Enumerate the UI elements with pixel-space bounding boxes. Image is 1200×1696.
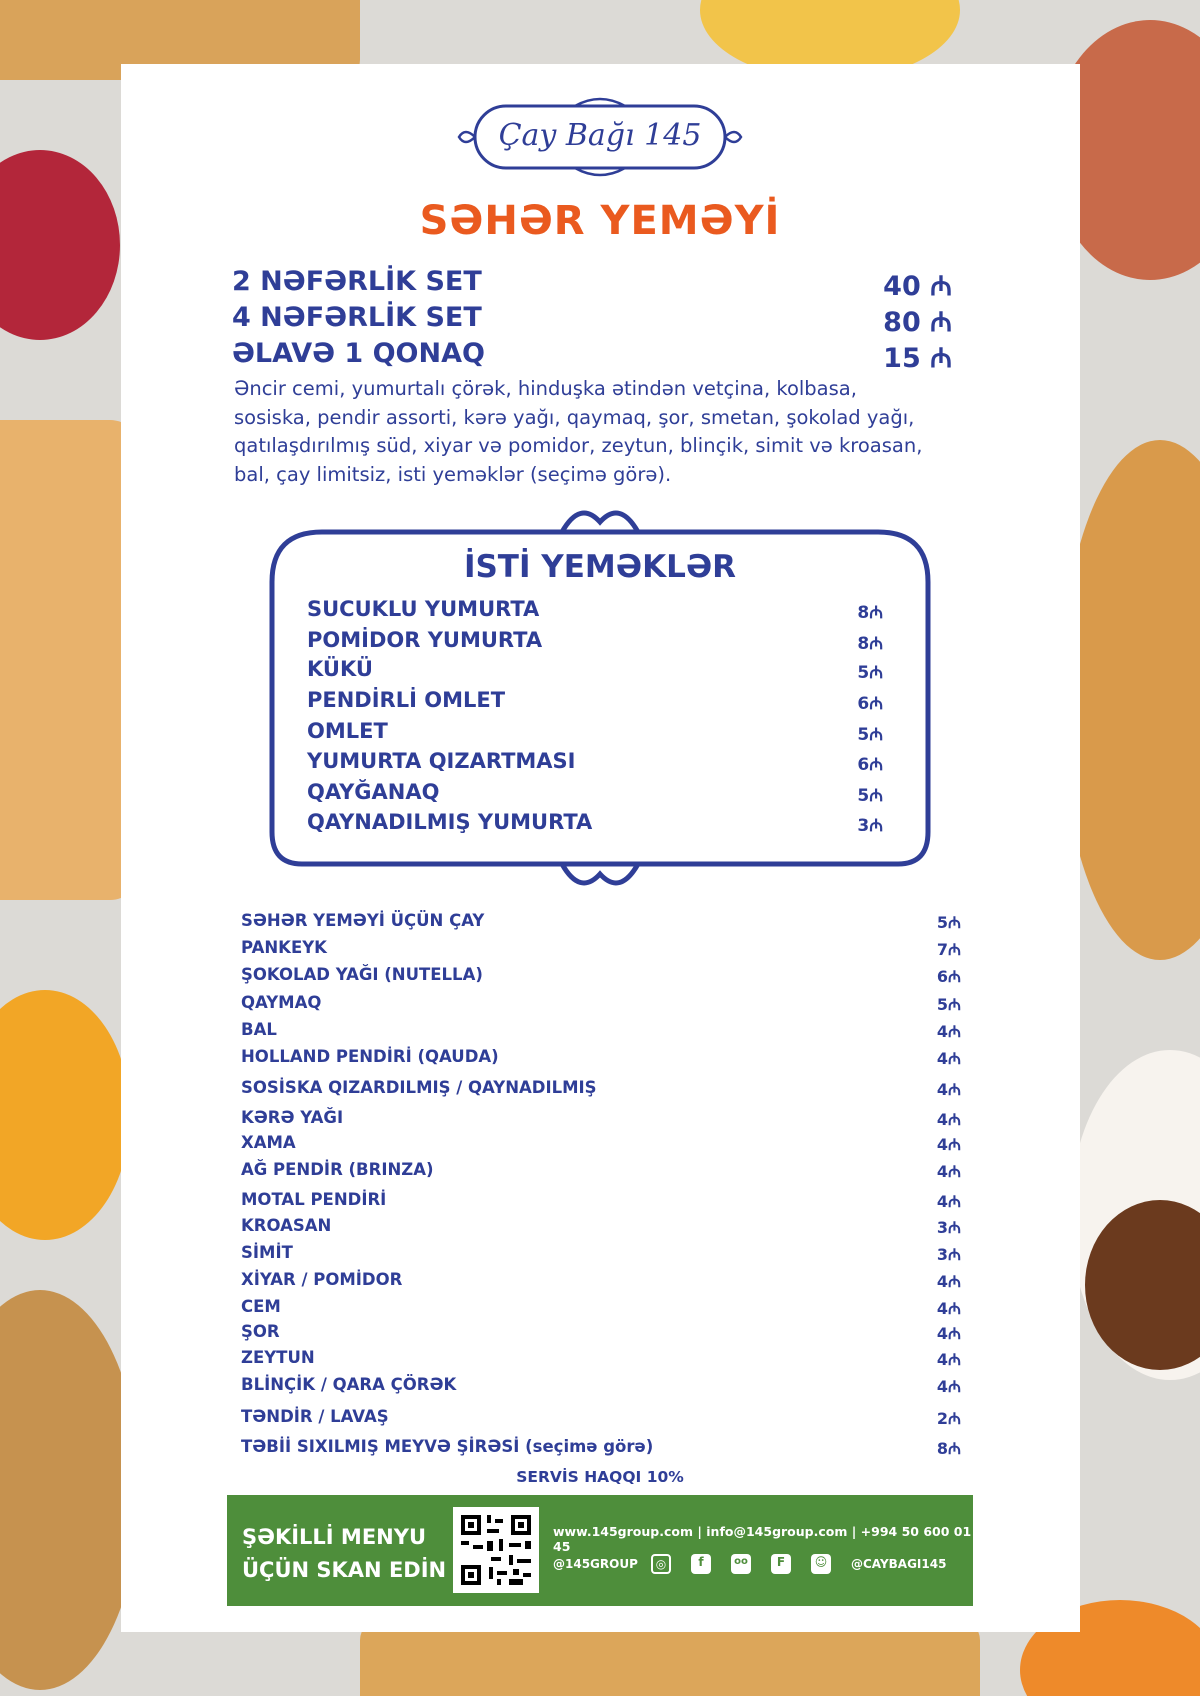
list-item <box>241 1078 961 1102</box>
item-name: TƏNDİR / LAVAŞ <box>241 1407 389 1426</box>
list-item <box>307 688 883 718</box>
qr-code-icon <box>453 1507 539 1593</box>
list-item <box>307 780 883 810</box>
item-price: 8₼ <box>936 1439 961 1458</box>
item-name: SOSİSKA QIZARDILMIŞ / QAYNADILMIŞ <box>241 1078 597 1097</box>
item-name: OMLET <box>307 719 388 743</box>
logo-text: Çay Bağı 145 <box>498 118 702 153</box>
item-price: 8₼ <box>857 603 883 623</box>
item-price: 5₼ <box>857 663 883 683</box>
item-name: ZEYTUN <box>241 1348 315 1367</box>
description-line: sosiska, pendir assorti, kərə yağı, qaymaq, şor, smetan, şokolad yağı, <box>234 405 915 429</box>
item-price: 6₼ <box>936 967 961 986</box>
item-price: 4₼ <box>936 1299 961 1318</box>
snapchat-icon[interactable]: ☺ <box>811 1554 831 1574</box>
item-price: 6₼ <box>857 694 883 714</box>
list-item <box>241 911 961 935</box>
instagram-icon[interactable]: ◎ <box>651 1554 671 1574</box>
foursquare-icon[interactable]: F <box>771 1554 791 1574</box>
item-price: 4₼ <box>936 1377 961 1396</box>
list-item <box>307 628 883 658</box>
item-name: SUCUKLU YUMURTA <box>307 597 540 621</box>
item-name: PENDİRLİ OMLET <box>307 688 506 712</box>
footer-banner <box>227 1495 973 1606</box>
list-item <box>241 993 961 1017</box>
item-name: CEM <box>241 1297 281 1316</box>
list-item <box>241 1020 961 1044</box>
list-item <box>241 1437 961 1461</box>
item-name: ŞOR <box>241 1322 280 1341</box>
list-item <box>241 965 961 989</box>
set-description <box>234 375 994 489</box>
list-item <box>241 1160 961 1184</box>
item-price: 7₼ <box>936 940 961 959</box>
item-price: 4₼ <box>936 1192 961 1211</box>
scan-line: ÜÇÜN SKAN EDİN <box>242 1558 447 1582</box>
item-price: 3₼ <box>936 1218 961 1237</box>
list-item <box>241 1407 961 1431</box>
scan-prompt <box>242 1521 446 1587</box>
description-line: Əncir cemi, yumurtalı çörək, hinduşka ətindən vetçina, kolbasa, <box>234 377 857 400</box>
facebook-icon[interactable]: f <box>691 1554 711 1574</box>
item-price: 4₼ <box>936 1110 961 1129</box>
item-price: 4₼ <box>936 1272 961 1291</box>
item-price: 4₼ <box>936 1022 961 1041</box>
item-price: 5₼ <box>936 995 961 1014</box>
list-item <box>241 1108 961 1132</box>
item-name: TƏBİİ SIXILMIŞ MEYVƏ ŞİRƏSİ (seçimə görə) <box>241 1437 654 1456</box>
set-row <box>232 338 952 374</box>
page-title: SƏHƏR YEMƏYİ <box>419 198 781 244</box>
list-item <box>241 1190 961 1214</box>
brand-logo <box>455 92 745 184</box>
item-name: MOTAL PENDİRİ <box>241 1190 387 1209</box>
set-price: 80 ₼ <box>883 307 952 338</box>
set-row <box>232 266 952 302</box>
qr-code[interactable] <box>453 1507 539 1593</box>
list-item <box>241 1270 961 1294</box>
item-name: QAYĞANAQ <box>307 780 440 804</box>
set-row <box>232 302 952 338</box>
item-name: QAYNADILMIŞ YUMURTA <box>307 810 593 834</box>
list-item <box>307 657 883 687</box>
set-price: 40 ₼ <box>883 271 952 302</box>
description-line: bal, çay limitsiz, isti yeməklər (seçimə görə). <box>234 462 672 486</box>
item-name: PANKEYK <box>241 938 327 957</box>
item-price: 2₼ <box>936 1409 961 1428</box>
item-name: KROASAN <box>241 1216 332 1235</box>
item-price: 5₼ <box>936 913 961 932</box>
item-name: SƏHƏR YEMƏYİ ÜÇÜN ÇAY <box>241 911 485 930</box>
group-handle[interactable]: @145GROUP <box>553 1557 638 1571</box>
list-item <box>241 1047 961 1071</box>
item-price: 4₼ <box>936 1324 961 1343</box>
item-price: 6₼ <box>857 755 883 775</box>
list-item <box>307 810 883 840</box>
list-item <box>307 719 883 749</box>
item-name: AĞ PENDİR (BRINZA) <box>241 1160 434 1179</box>
hot-dishes-title: İSTİ YEMƏKLƏR <box>463 549 737 585</box>
item-price: 8₼ <box>857 634 883 654</box>
item-name: POMİDOR YUMURTA <box>307 628 543 652</box>
item-name: BLİNÇİK / QARA ÇÖRƏK <box>241 1375 457 1394</box>
item-price: 4₼ <box>936 1049 961 1068</box>
item-price: 4₼ <box>936 1162 961 1181</box>
tripadvisor-icon[interactable]: oo <box>731 1554 751 1574</box>
set-name: 2 NƏFƏRLİK SET <box>232 266 482 297</box>
item-name: QAYMAQ <box>241 993 322 1012</box>
list-item <box>241 1133 961 1157</box>
item-name: SİMİT <box>241 1243 293 1262</box>
item-name: XİYAR / POMİDOR <box>241 1270 403 1289</box>
description-line: qatılaşdırılmış süd, xiyar və pomidor, zeytun, blinçik, simit və kroasan, <box>234 434 923 457</box>
item-price: 5₼ <box>857 725 883 745</box>
list-item <box>241 1297 961 1321</box>
item-name: ŞOKOLAD YAĞI (NUTELLA) <box>241 965 483 984</box>
item-name: BAL <box>241 1020 277 1039</box>
item-name: HOLLAND PENDİRİ (QAUDA) <box>241 1047 499 1066</box>
item-name: XAMA <box>241 1133 296 1152</box>
list-item <box>307 749 883 779</box>
item-price: 5₼ <box>857 786 883 806</box>
list-item <box>241 1348 961 1372</box>
list-item <box>307 597 883 627</box>
list-item <box>241 1322 961 1346</box>
set-name: ƏLAVƏ 1 QONAQ <box>232 338 485 369</box>
list-item <box>241 1375 961 1399</box>
set-name: 4 NƏFƏRLİK SET <box>232 302 482 333</box>
instagram-handle[interactable]: @CAYBAGI145 <box>851 1557 947 1571</box>
item-name: KƏRƏ YAĞI <box>241 1108 344 1127</box>
item-name: KÜKÜ <box>307 657 373 681</box>
item-price: 4₼ <box>936 1080 961 1099</box>
item-price: 3₼ <box>936 1245 961 1264</box>
item-price: 3₼ <box>857 816 883 836</box>
contact-info[interactable]: www.145group.com | info@145group.com | +994 50 600 01 45 <box>553 1524 972 1554</box>
item-price: 4₼ <box>936 1350 961 1369</box>
list-item <box>241 1243 961 1267</box>
scan-line: ŞƏKİLLİ MENYU <box>242 1525 427 1549</box>
item-name: YUMURTA QIZARTMASI <box>307 749 576 773</box>
service-charge-note: SERVİS HAQQI 10% <box>516 1468 684 1486</box>
list-item <box>241 1216 961 1240</box>
list-item <box>241 938 961 962</box>
set-price: 15 ₼ <box>883 343 952 374</box>
item-price: 4₼ <box>936 1135 961 1154</box>
